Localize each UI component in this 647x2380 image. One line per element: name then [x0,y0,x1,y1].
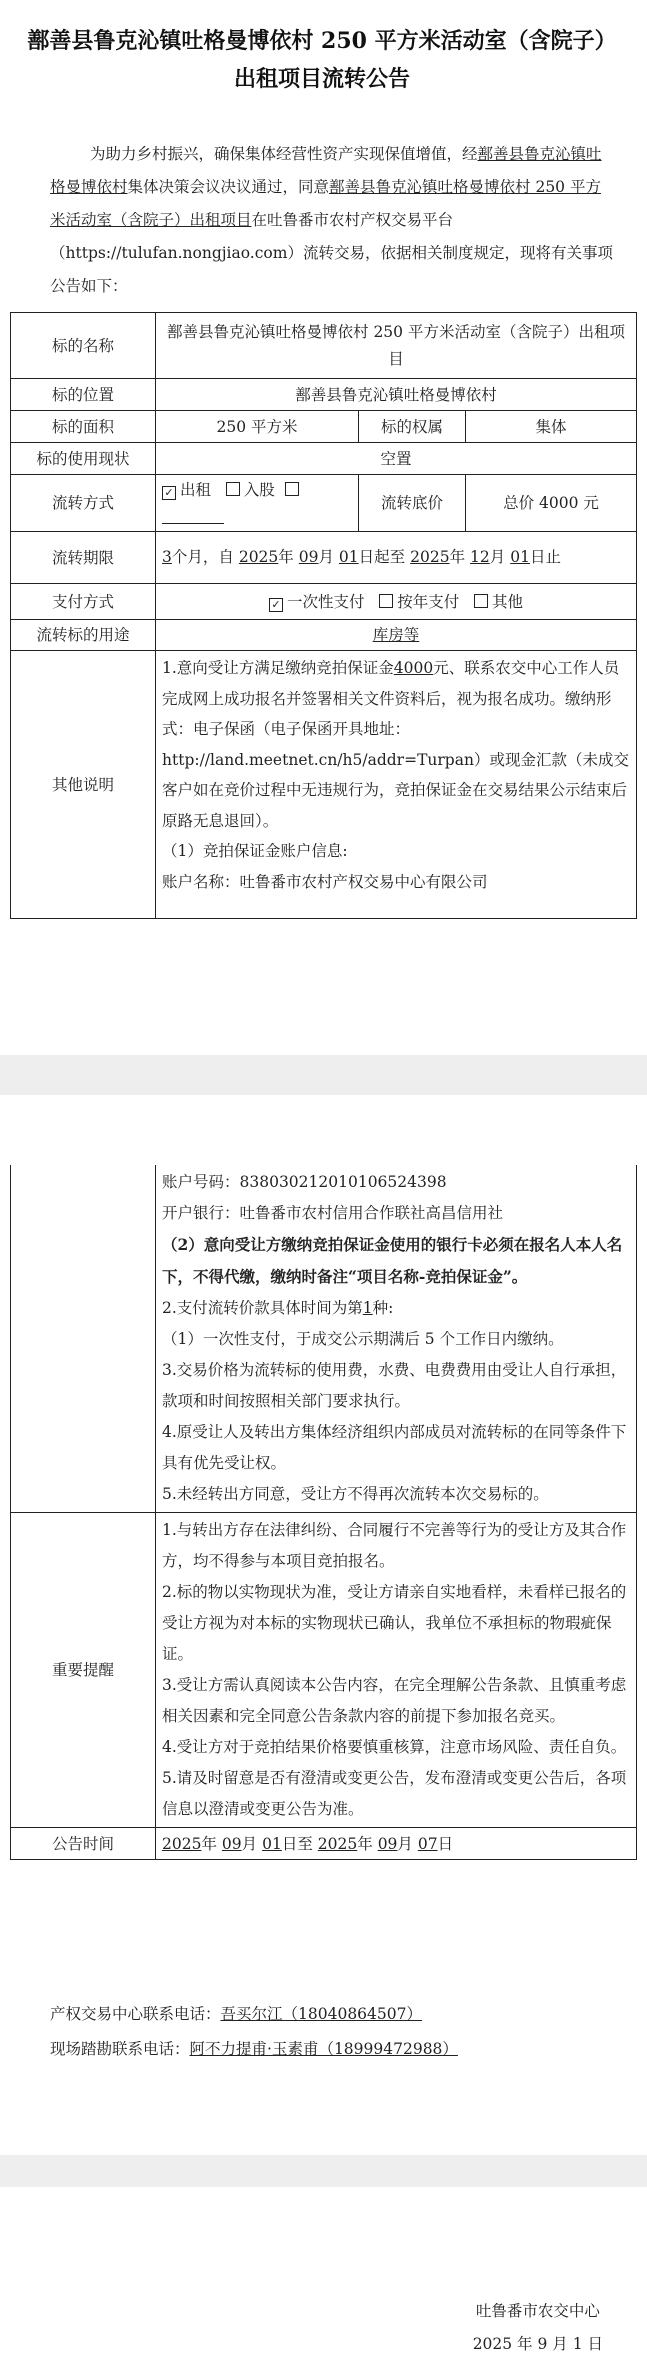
time-text: 月 [397,1834,413,1853]
remind-2: 2.标的物以实物现状为准，受让方请亲自实地看样，未看样已报名的受让方视为对本标的实物现状已确认，我单位不承担标的物瑕疵保证。 [162,1583,627,1663]
pay-opt-once: 一次性支付 [286,592,365,611]
contact-2 [50,2037,458,2059]
pay-opt-yearly: 按年支付 [397,592,460,611]
usage-value: 库房等 [372,626,420,644]
pay-time-option: 1 [362,1299,373,1317]
time-end-day: 07 [417,1834,438,1853]
intro-village: 鄯善县鲁克沁镇吐格曼博依村 [50,145,602,196]
area-value: 250 平方米 [156,411,359,443]
time-label: 公告时间 [11,1828,156,1860]
intro-text-1: 为助力乡村振兴，确保集体经营性资产实现保值增值，经 [90,145,478,163]
page-gap [0,2155,647,2187]
time-value [156,1828,637,1860]
time-start-year: 2025 [162,1834,202,1853]
blank-line [162,507,224,524]
period-text: 日止 [529,548,561,566]
info-table-1 [10,312,637,919]
time-text: 年 [201,1834,217,1853]
period-text: 月 [489,548,506,566]
location-value: 鄯善县鲁克沁镇吐格曼博依村 [156,379,637,411]
location-label: 标的位置 [11,379,156,411]
status-label: 标的使用现状 [11,443,156,475]
page-gap [0,1055,647,1095]
period-start-month: 09 [298,548,319,566]
method-label: 流转方式 [11,475,156,532]
time-end-year: 2025 [317,1834,358,1853]
signature-block [473,2295,603,2361]
checkbox-icon[interactable] [474,594,488,608]
page-1 [0,0,647,1055]
checkbox-icon[interactable] [226,482,240,496]
pay-time-detail: （1）一次性支付，于成交公示期满后 5 个工作日内缴纳。 [162,1330,564,1348]
period-text: 年 [449,548,466,566]
deposit-amount: 4000 [393,659,434,677]
area-label: 标的面积 [11,411,156,443]
contact-2-value: 阿不力提甫·玉素甫（18999472988） [189,2040,458,2058]
remind-content [156,1513,637,1828]
pay-label: 支付方式 [11,584,156,620]
period-end-day: 01 [510,548,530,566]
name-value: 鄯善县鲁克沁镇吐格曼博依村 250 平方米活动室（含院子）出租项目 [156,313,637,379]
contact-2-label: 现场踏勘联系电话： [50,2040,190,2058]
remind-3: 3.受让方需认真阅读本公告内容，在完全理解公告条款、且慎重考虑相关因素和完全同意公告条款内容的前提下参加报名竞买。 [162,1676,627,1725]
other-text: （1）竞拍保证金账户信息: [162,842,348,860]
period-end-month: 12 [470,548,490,566]
period-label: 流转期限 [11,532,156,584]
method-opt-share: 入股 [243,481,275,499]
other-label: 其他说明 [11,651,156,919]
intro-text-2: 集体决策会议决议通过，同意 [127,178,330,196]
time-end-month: 09 [377,1834,398,1853]
time-text: 日至 [281,1834,313,1853]
other-text: 1.意向受让方满足缴纳竞拍保证金 [162,659,394,677]
name-label: 标的名称 [11,313,156,379]
pay-opt-other: 其他 [492,592,524,611]
period-value [156,532,637,584]
account-name: 账户名称：吐鲁番市农村产权交易中心有限公司 [162,872,488,891]
time-text: 月 [241,1834,258,1853]
checked-checkbox-icon[interactable]: ✓ [269,598,283,612]
price-value: 总价 4000 元 [466,475,637,532]
usage-label: 流转标的用途 [11,620,156,651]
pay-options [156,584,637,620]
checkbox-icon[interactable] [379,594,393,608]
status-value: 空置 [156,443,637,475]
pay-time-text: 种: [372,1299,394,1317]
account-number: 账户号码：838030212010106524398 [162,1173,447,1191]
method-opt-rent: 出租 [180,481,212,499]
method-options [156,475,359,532]
contact-1-label: 产权交易中心联系电话： [50,2005,221,2023]
ownership-label: 标的权属 [359,411,466,443]
remind-1: 1.与转出方存在法律纠纷、合同履行不完善等行为的受让方及其合作方，均不得参与本项目竞拍报名。 [162,1521,627,1570]
page-2 [0,1095,647,2155]
remind-5: 5.请及时留意是否有澄清或变更公告，发布澄清或变更公告后，各项信息以澄清或变更公告为准。 [162,1769,627,1818]
issuer: 吐鲁番市农交中心 [475,2302,600,2320]
period-start-year: 2025 [238,548,279,566]
contact-1 [50,2002,422,2024]
price-label: 流转底价 [359,475,466,532]
intro-paragraph [50,138,615,303]
period-months: 3 [162,548,172,566]
time-text: 日 [437,1834,454,1853]
time-text: 年 [357,1834,373,1853]
remind-4: 4.受让方对于竞拍结果价格要慎重核算，注意市场风险、责任自负。 [162,1738,627,1756]
item-3: 3.交易价格为流转标的使用费，水费、电费费用由受让人自行承担，款项和时间按照相关部门要求执行。 [162,1361,627,1410]
item-4: 4.原受让人及转出方集体经济组织内部成员对流转标的在同等条件下具有优先受让权。 [162,1423,627,1472]
period-text: 月 [318,548,334,566]
other-text: 元、联系农交中心工作人员完成网上成功报名并签署相关文件资料后，视为报名成功。缴纳形式：电子保函（电子保函开具地址：http://land.meetnet.cn/h5/addr=Turpan）或现金汇款（未成交客户如在竞价过程中无违规行为，竞拍保证金在交易结果公示结束后原路无息退回）。 [162,659,629,830]
bank-name: 开户银行：吐鲁番市农村信用合作联社高昌信用社 [162,1204,504,1222]
period-start-day: 01 [338,548,359,566]
time-start-day: 01 [262,1834,282,1853]
page-3 [0,2187,647,2380]
page-title: 鄯善县鲁克沁镇吐格曼博依村 250 平方米活动室（含院子）出租项目流转公告 [27,28,617,92]
intro-text-3: 在吐鲁番市农村产权交易平台（https://tulufan.nongjiao.com）流转交易，依据相关制度规定，现将有关事项公告如下： [50,211,613,295]
pay-time-text: 2.支付流转价款具体时间为第 [162,1299,363,1317]
other-value [156,651,637,919]
checkbox-icon[interactable] [285,482,299,496]
deposit-note: （2）意向受让方缴纳竞拍保证金使用的银行卡必须在报名人本人名下，不得代缴，缴纳时备注“项目名称-竞拍保证金”。 [162,1235,623,1286]
account-details [156,1165,637,1513]
period-end-year: 2025 [410,548,450,566]
ownership-value: 集体 [466,411,637,443]
issue-date: 2025 年 9 月 1 日 [472,2335,603,2353]
item-5: 5.未经转出方同意，受让方不得再次流转本次交易标的。 [162,1485,549,1503]
period-text: 个月，自 [171,548,234,566]
contact-1-value: 吾买尔江（18040864507） [220,2005,422,2023]
period-text: 年 [278,548,294,566]
info-table-2 [10,1165,637,1860]
time-start-month: 09 [221,1834,242,1853]
intro-project: 鄯善县鲁克沁镇吐格曼博依村 250 平方米活动室（含院子）出租项目 [50,178,601,229]
remind-label: 重要提醒 [11,1513,156,1828]
period-text: 日起至 [358,548,406,566]
checked-checkbox-icon[interactable]: ✓ [162,486,176,500]
